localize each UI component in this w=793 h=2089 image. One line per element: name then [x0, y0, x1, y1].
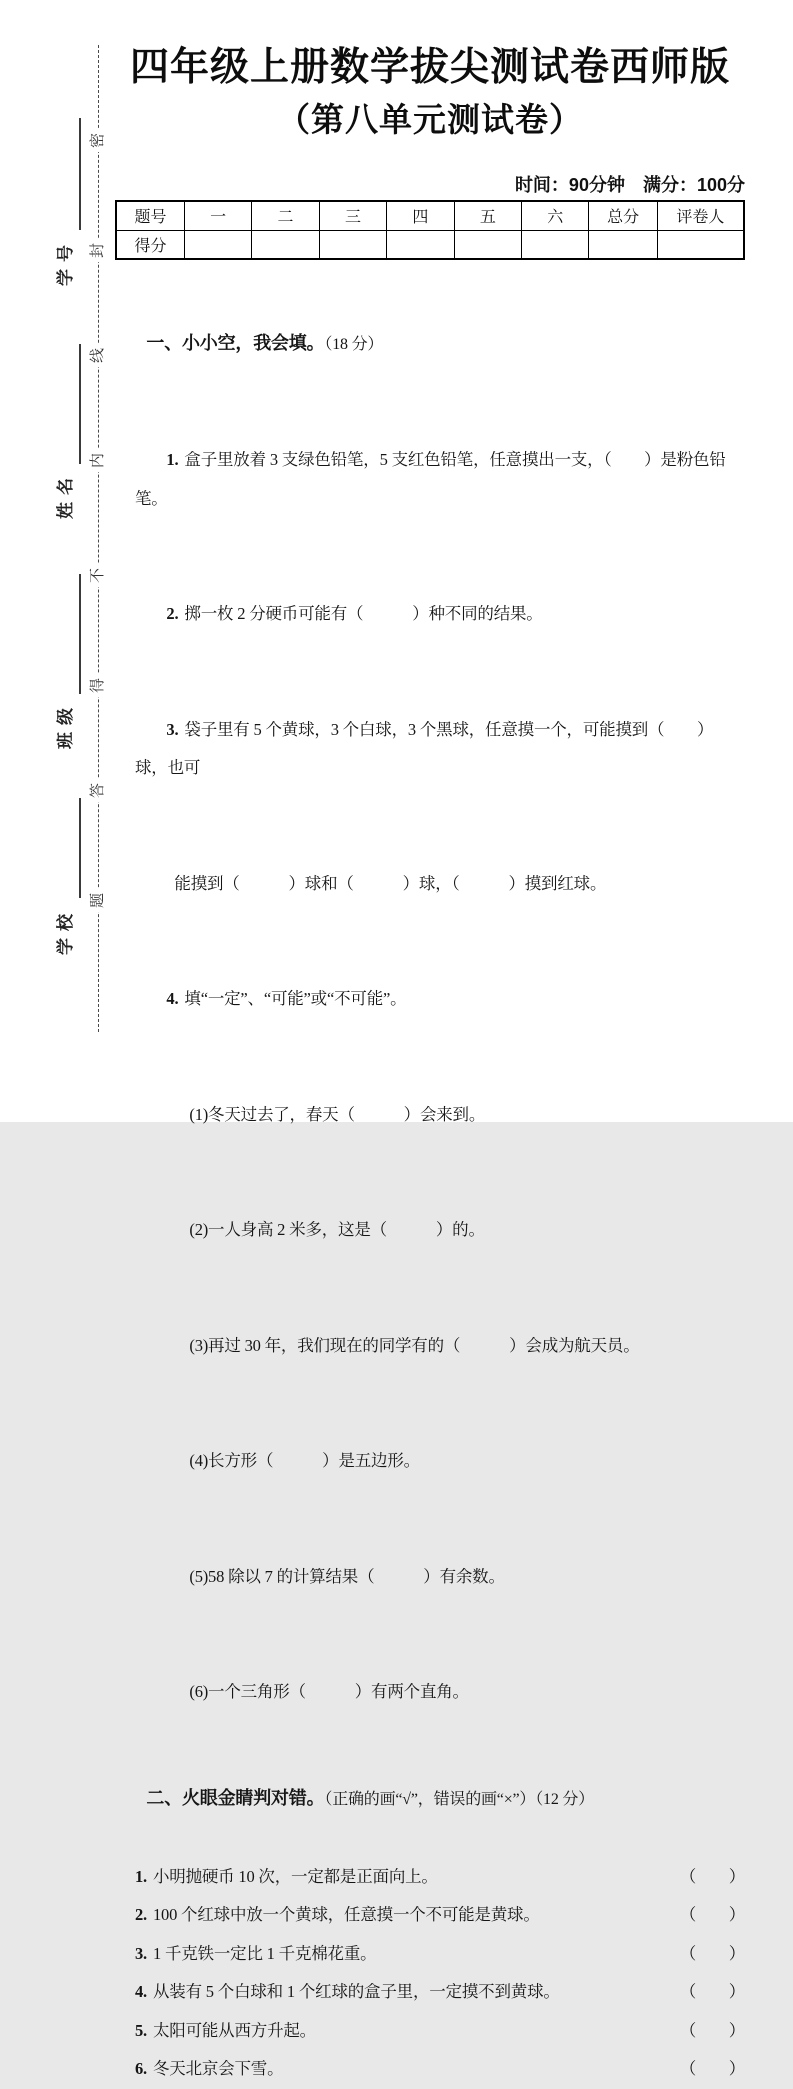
question-text: (3)再过 30 年，我们现在的同学有的（ ）会成为航天员。 — [189, 1335, 640, 1355]
judge-question — [115, 1858, 745, 1897]
section1-heading-text: 一、小小空，我会填。 — [146, 332, 325, 353]
fill-subquestion — [115, 1288, 745, 1404]
question-text: (2)一人身高 2 米多，这是（ ）的。 — [189, 1220, 485, 1239]
section2-heading-text: 二、火眼金睛判对错。 — [146, 1787, 325, 1808]
field-label-class — [48, 696, 84, 754]
answer-brackets: （ ） — [679, 2020, 745, 2040]
seal-char: 内 — [87, 449, 110, 472]
seal-char: 不 — [87, 564, 110, 587]
question-text: (5)58 除以 7 的计算结果（ ）有余数。 — [189, 1566, 505, 1586]
question-number: 2. — [166, 604, 179, 623]
judge-question — [115, 2050, 745, 2089]
judge-question — [115, 1896, 745, 1935]
question-text: 从装有 5 个白球和 1 个红球的盒子里，一定摸不到黄球。 — [152, 1982, 560, 2001]
field-label-name — [48, 466, 84, 524]
question-text: 太阳可能从西方升起。 — [152, 2020, 316, 2040]
fill-question — [115, 672, 745, 826]
seal-char: 题 — [87, 889, 110, 912]
fill-subquestion — [115, 1057, 745, 1173]
score-table-header-cell: 一 — [184, 201, 251, 230]
answer-brackets: （ ） — [679, 2059, 745, 2078]
score-cell-empty — [589, 230, 657, 259]
score-table-header-cell: 评卷人 — [657, 201, 744, 230]
question-text: (6)一个三角形（ ）有两个直角。 — [189, 1682, 469, 1701]
questions-body — [115, 285, 745, 2089]
seal-char: 密 — [87, 129, 110, 152]
fill-question — [115, 557, 745, 673]
fill-subquestion — [115, 1635, 745, 1751]
score-table-header-cell: 六 — [522, 201, 589, 230]
question-text: 能摸到（ ）球和（ ）球，（ ）摸到红球。 — [174, 873, 607, 893]
question-text: 冬天北京会下雪。 — [152, 2059, 284, 2078]
field-label-school — [48, 900, 84, 962]
score-table-header-row — [116, 201, 744, 230]
score-cell-empty — [252, 230, 319, 259]
question-text: 小明抛硬币 10 次，一定都是正面向上。 — [152, 1866, 438, 1886]
question-text: 100 个红球中放一个黄球，任意摸一个不可能是黄球。 — [152, 1905, 540, 1924]
score-cell-empty — [657, 230, 744, 259]
question-number: 4. — [166, 989, 179, 1008]
question-number: 5. — [135, 2020, 147, 2040]
seal-char: 答 — [87, 779, 110, 802]
time-score-info: 时间：90分钟 满分：100分 — [514, 175, 745, 195]
seal-char: 封 — [87, 239, 110, 262]
question-text: 掷一枚 2 分硬币可能有（ ）种不同的结果。 — [184, 604, 543, 623]
question-number: 2. — [135, 1905, 147, 1924]
score-table-header-cell: 四 — [387, 201, 454, 230]
question-text: (1)冬天过去了，春天（ ）会来到。 — [189, 1104, 486, 1124]
score-cell-empty — [522, 230, 589, 259]
fill-subquestion — [115, 1519, 745, 1635]
paper-title: 四年级上册数学拔尖测试卷西师版 — [129, 46, 730, 89]
section2-instruction-note: （正确的画“√”，错误的画“×”）（12 分） — [324, 1790, 595, 1808]
answer-brackets: （ ） — [679, 1982, 745, 2001]
score-table — [115, 200, 745, 260]
seal-dashed-line — [98, 45, 99, 1032]
score-row-label: 得分 — [116, 230, 184, 259]
field-label-student-id — [48, 232, 84, 292]
question-text: (4)长方形（ ）是五边形。 — [189, 1451, 420, 1470]
name-blank-line — [79, 344, 81, 464]
class-blank-line — [79, 574, 81, 694]
fill-question — [115, 942, 745, 1058]
judge-question — [115, 2012, 745, 2051]
score-cell-empty — [387, 230, 454, 259]
student-id-blank-line — [79, 118, 81, 230]
fill-question — [115, 403, 745, 557]
field-label-text: 姓名 — [56, 471, 75, 519]
score-table-header-cell: 五 — [454, 201, 521, 230]
school-blank-line — [79, 798, 81, 898]
judge-question — [115, 1935, 745, 1974]
score-table-score-row — [116, 230, 744, 259]
score-table-header-cell: 总分 — [589, 201, 657, 230]
question-text: 袋子里有 5 个黄球，3 个白球，3 个黑球，任意摸一个，可能摸到（ ）球，也可 — [135, 719, 714, 777]
score-table-header-cell: 三 — [319, 201, 386, 230]
question-text: 1 千克铁一定比 1 千克棉花重。 — [152, 1943, 377, 1963]
score-cell-empty — [184, 230, 251, 259]
question-number: 1. — [135, 1866, 147, 1886]
question-number: 6. — [135, 2059, 147, 2078]
answer-brackets: （ ） — [679, 1905, 745, 1924]
seal-char: 线 — [87, 344, 110, 367]
fill-question-continuation — [115, 826, 745, 942]
score-cell-empty — [319, 230, 386, 259]
fill-subquestion — [115, 1173, 745, 1289]
question-text: 填“一定”、“可能”或“不可能”。 — [184, 989, 407, 1008]
question-number: 4. — [135, 1982, 147, 2001]
content-column — [115, 0, 745, 2078]
score-table-header-cell: 题号 — [116, 201, 184, 230]
fill-subquestion — [115, 1404, 745, 1520]
field-label-text: 学号 — [56, 238, 75, 286]
answer-brackets: （ ） — [679, 1866, 745, 1886]
score-cell-empty — [454, 230, 521, 259]
question-number: 3. — [135, 1943, 147, 1963]
section1-heading — [115, 285, 745, 403]
question-number: 1. — [166, 450, 179, 469]
answer-brackets: （ ） — [679, 1943, 745, 1963]
section1-score-note: （18 分） — [324, 335, 384, 353]
question-number: 3. — [166, 719, 179, 739]
field-label-text: 学校 — [56, 907, 75, 955]
question-text: 盒子里放着 3 支绿色铅笔，5 支红色铅笔，任意摸出一支，（ ）是粉色铅笔。 — [135, 450, 726, 508]
section2-heading — [115, 1740, 745, 1858]
seal-char: 得 — [87, 674, 110, 697]
score-table-header-cell: 二 — [252, 201, 319, 230]
field-label-text: 班级 — [56, 701, 75, 749]
paper-subtitle: （第八单元测试卷） — [277, 101, 583, 138]
judge-question — [115, 1973, 745, 2012]
